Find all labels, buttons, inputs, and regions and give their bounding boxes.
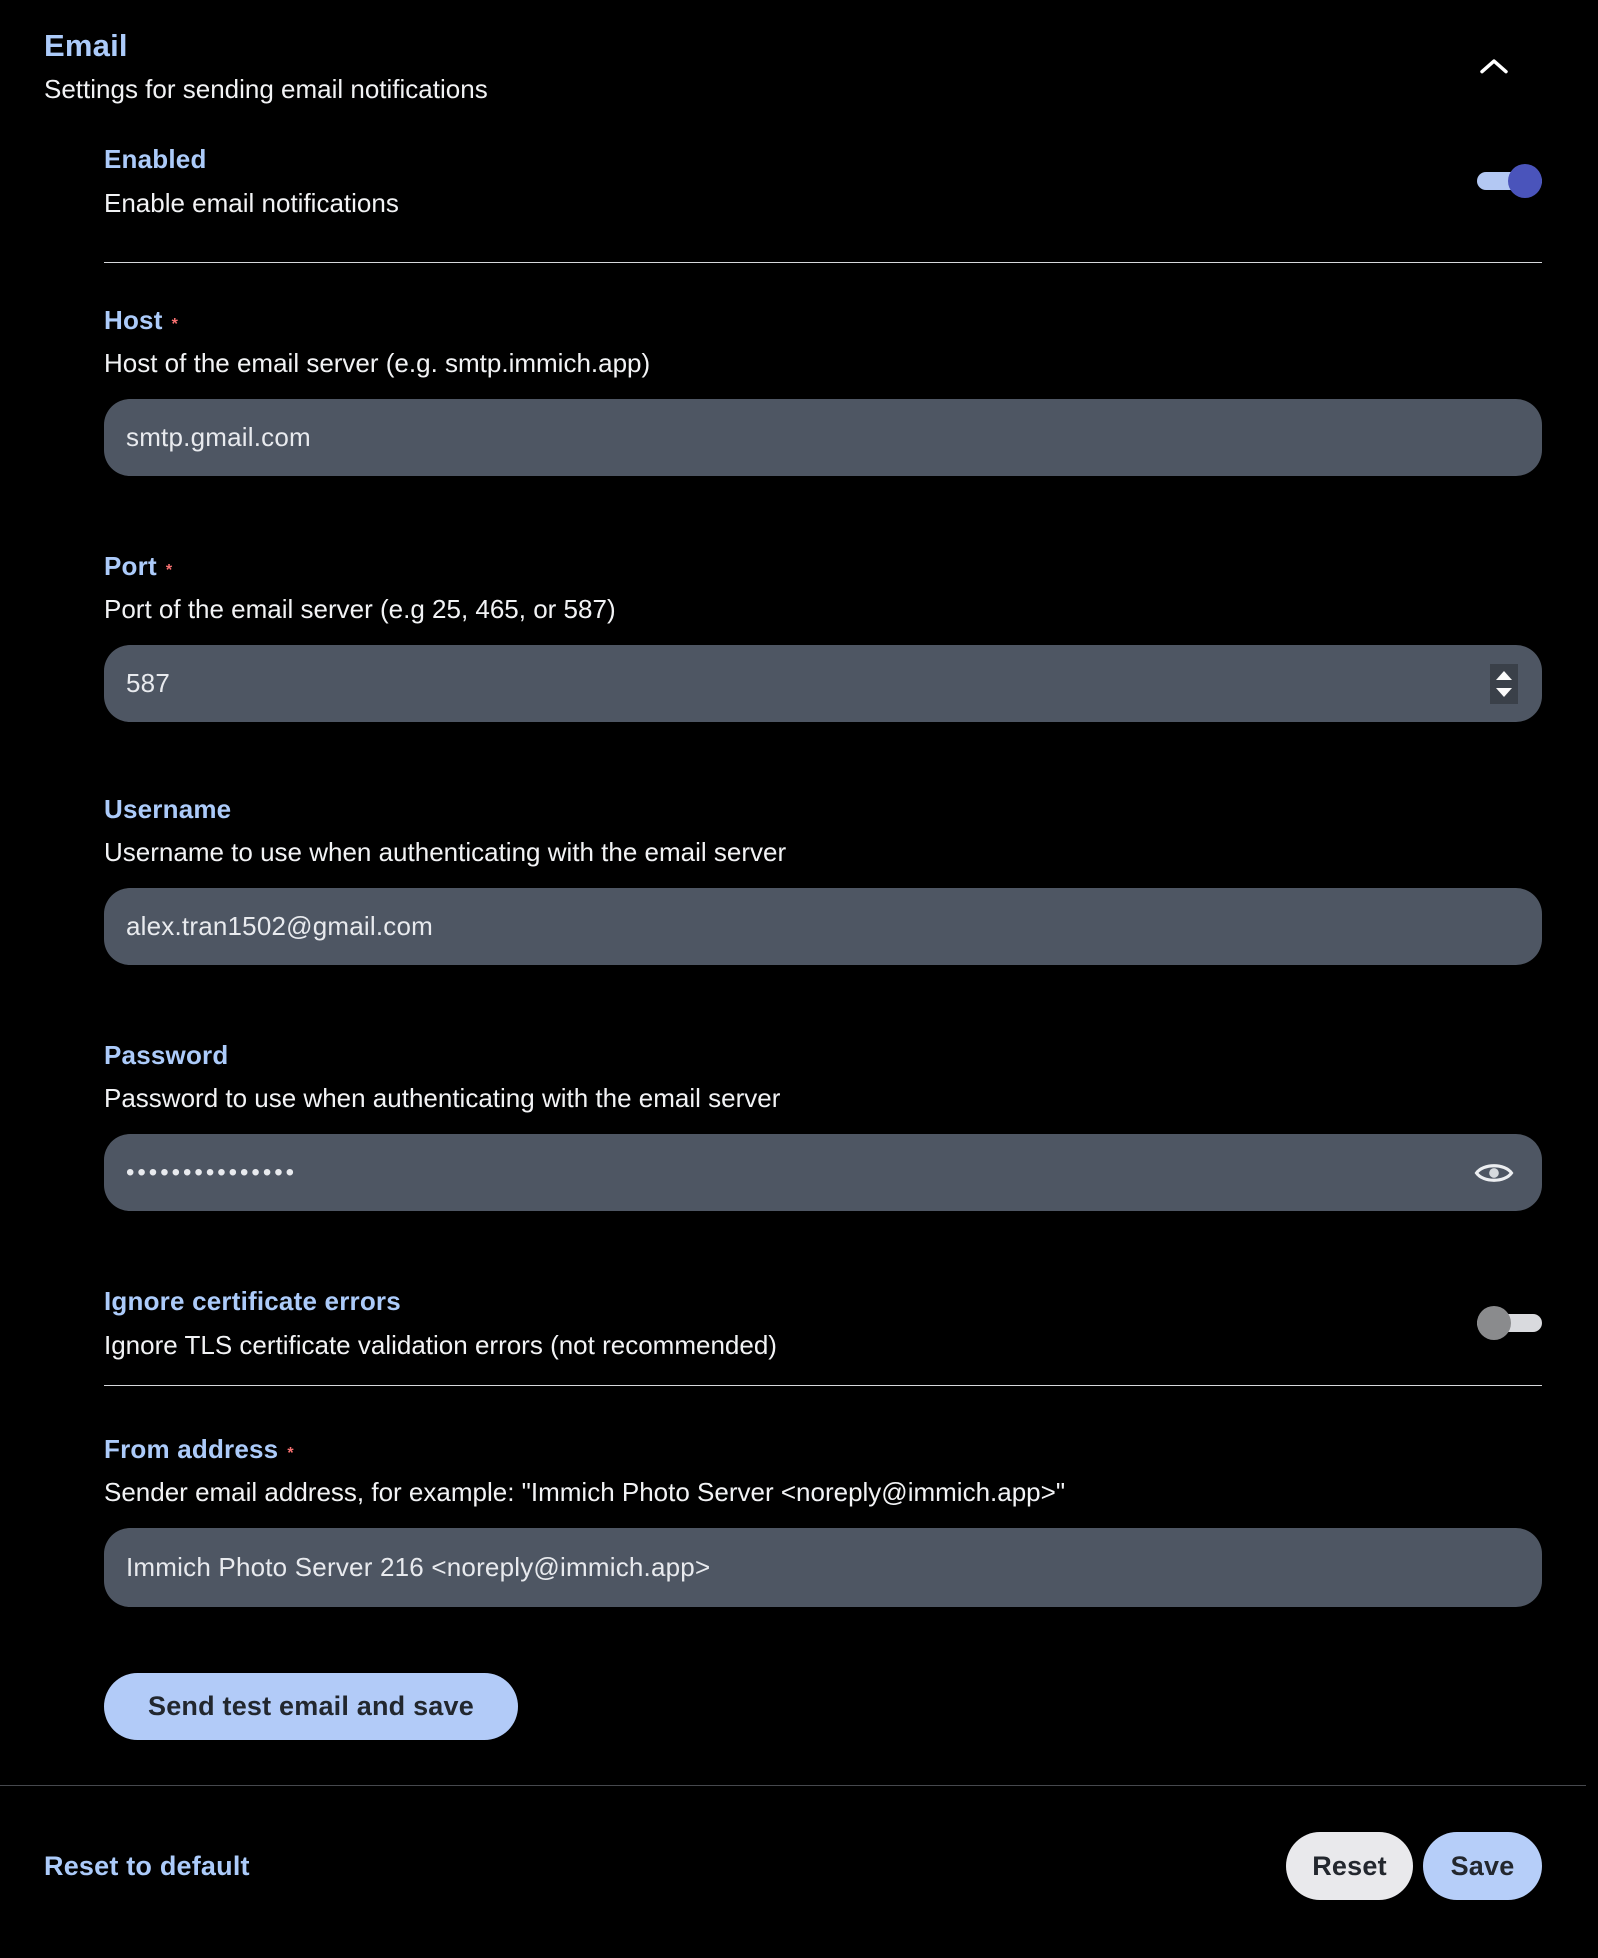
username-description: Username to use when authenticating with the email server	[104, 837, 787, 867]
enabled-description: Enable email notifications	[104, 188, 399, 218]
from-address-description: Sender email address, for example: "Immich Photo Server <noreply@immich.app>"	[104, 1477, 1066, 1507]
enabled-setting-row	[104, 143, 1542, 219]
ignore-cert-setting-row	[104, 1285, 1542, 1361]
page-subtitle: Settings for sending email notifications	[44, 74, 488, 104]
from-address-field-group	[104, 1433, 1542, 1607]
chevron-up-icon	[1477, 54, 1511, 78]
port-description: Port of the email server (e.g 25, 465, or 587)	[104, 594, 616, 624]
footer-actions	[44, 1816, 1542, 1916]
eye-icon	[1474, 1159, 1514, 1187]
stepper-down-icon[interactable]	[1496, 688, 1512, 697]
ignore-cert-label: Ignore certificate errors	[104, 1286, 401, 1316]
from-address-input[interactable]	[104, 1528, 1542, 1607]
port-input[interactable]	[104, 645, 1542, 722]
username-input[interactable]	[104, 888, 1542, 965]
password-input[interactable]	[104, 1134, 1542, 1211]
required-asterisk: *	[287, 1445, 294, 1462]
reset-button[interactable]: Reset	[1286, 1832, 1413, 1900]
section-divider	[104, 262, 1542, 263]
reset-to-default-link[interactable]: Reset to default	[44, 1850, 250, 1881]
required-asterisk: *	[171, 316, 178, 333]
host-input[interactable]	[104, 399, 1542, 476]
host-label: Host	[104, 305, 163, 335]
password-label: Password	[104, 1040, 229, 1070]
ignore-cert-toggle[interactable]	[1477, 1306, 1542, 1340]
toggle-knob	[1508, 164, 1542, 198]
section-divider	[104, 1385, 1542, 1386]
username-field-group	[104, 793, 1542, 965]
port-label: Port	[104, 551, 157, 581]
save-button[interactable]: Save	[1423, 1832, 1542, 1900]
host-description: Host of the email server (e.g. smtp.immich.app)	[104, 348, 651, 378]
from-address-label: From address	[104, 1434, 279, 1464]
settings-form	[104, 143, 1542, 1740]
send-test-email-button[interactable]: Send test email and save	[104, 1673, 518, 1740]
username-label: Username	[104, 794, 232, 824]
toggle-knob	[1477, 1306, 1511, 1340]
stepper-up-icon[interactable]	[1496, 671, 1512, 680]
collapse-section-button[interactable]	[1470, 46, 1518, 86]
required-asterisk: *	[165, 562, 173, 579]
panel-header	[44, 28, 1542, 105]
enabled-toggle[interactable]	[1477, 164, 1542, 198]
ignore-cert-description: Ignore TLS certificate validation errors (not recommended)	[104, 1330, 777, 1360]
port-field-group	[104, 550, 1542, 722]
page-title: Email	[44, 28, 128, 63]
host-field-group	[104, 304, 1542, 476]
password-description: Password to use when authenticating with the email server	[104, 1083, 781, 1113]
number-stepper[interactable]	[1490, 664, 1518, 704]
password-field-group	[104, 1039, 1542, 1211]
footer-divider	[0, 1785, 1586, 1786]
enabled-label: Enabled	[104, 144, 207, 174]
toggle-password-visibility-button[interactable]	[1472, 1156, 1516, 1190]
